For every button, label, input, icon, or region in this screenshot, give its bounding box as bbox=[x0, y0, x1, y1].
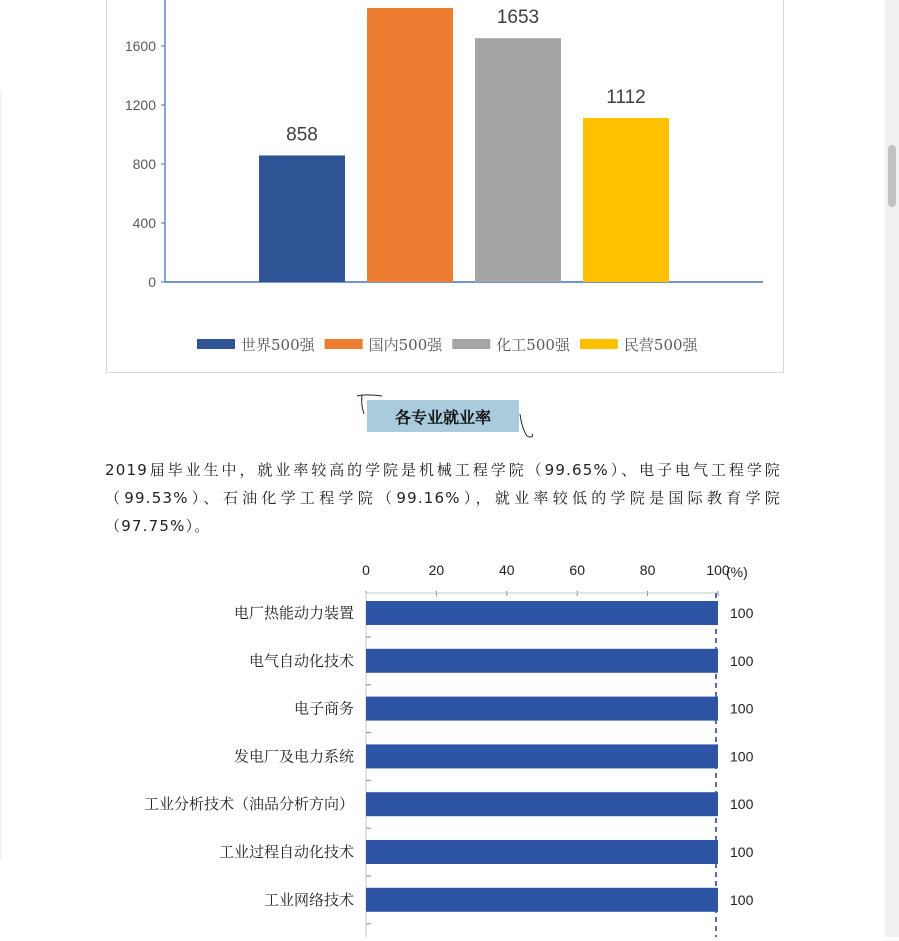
x-unit-label: (%) bbox=[726, 564, 748, 580]
bar-value-label: 100 bbox=[730, 891, 754, 908]
legend-label: 化工500强 bbox=[496, 336, 570, 354]
x-tick-label: 100 bbox=[706, 562, 730, 578]
bar-3 bbox=[475, 38, 561, 282]
bar-value-label: 858 bbox=[286, 124, 318, 146]
y-tick-label: 0 bbox=[148, 274, 156, 290]
x-tick-label: 20 bbox=[428, 562, 445, 578]
x-tick-label: 0 bbox=[362, 562, 370, 578]
bar-6 bbox=[366, 840, 718, 864]
bar-value-label: 100 bbox=[730, 605, 754, 621]
x-tick-label: 80 bbox=[639, 562, 656, 578]
legend-swatch-1 bbox=[197, 339, 235, 349]
category-label: 工业过程自动化技术 bbox=[218, 843, 354, 861]
major-chart-svg bbox=[100, 555, 800, 937]
x-tick-label: 40 bbox=[499, 562, 515, 578]
legend-label: 世界500强 bbox=[241, 336, 315, 354]
category-label: 发电厂及电力系统 bbox=[233, 747, 354, 766]
bar-value-label: 100 bbox=[730, 652, 754, 669]
category-label: 电厂热能动力装置 bbox=[233, 604, 354, 622]
legend-swatch-3 bbox=[452, 339, 490, 349]
bar-value-label: 100 bbox=[730, 796, 754, 813]
employer-bar-chart bbox=[106, 0, 784, 373]
bar-value-label: 100 bbox=[730, 748, 754, 765]
bar-4 bbox=[583, 118, 669, 282]
category-label: 电子商务 bbox=[293, 699, 354, 718]
employer-chart-svg bbox=[107, 0, 783, 372]
y-tick-label: 400 bbox=[132, 215, 156, 231]
legend-label: 民营500强 bbox=[623, 336, 698, 354]
y-tick-label: 800 bbox=[132, 156, 156, 172]
bar-value-label: 1653 bbox=[496, 7, 540, 29]
category-label: 工业网络技术 bbox=[263, 890, 354, 909]
bar-value-label: 1112 bbox=[606, 86, 646, 108]
bar-value-label: 100 bbox=[730, 844, 754, 860]
bar-1 bbox=[259, 155, 345, 282]
legend-swatch-4 bbox=[580, 339, 618, 349]
bar-value-label: 100 bbox=[730, 700, 754, 717]
x-tick-label: 60 bbox=[569, 562, 585, 578]
bar-1 bbox=[366, 601, 718, 625]
bar-4 bbox=[366, 744, 718, 768]
category-label: 工业分析技术（油品分析方向） bbox=[143, 795, 354, 814]
y-tick-label: 1200 bbox=[124, 97, 156, 113]
bar-3 bbox=[366, 697, 718, 721]
vertical-scrollbar[interactable] bbox=[885, 0, 899, 937]
bar-2 bbox=[366, 649, 718, 673]
y-tick-label: 1600 bbox=[124, 38, 156, 54]
legend-label: 国内500强 bbox=[368, 336, 443, 354]
bar-5 bbox=[366, 792, 718, 816]
section-heading bbox=[352, 392, 542, 444]
scrollbar-thumb[interactable] bbox=[888, 145, 896, 207]
category-label: 电气自动化技术 bbox=[248, 651, 354, 670]
bar-7 bbox=[366, 888, 718, 912]
legend-swatch-2 bbox=[325, 339, 363, 349]
bar-2 bbox=[367, 8, 453, 282]
section-heading-title: 各专业就业率 bbox=[367, 400, 519, 432]
major-employment-chart bbox=[100, 555, 800, 937]
employment-paragraph: 2019届毕业生中，就业率较高的学院是机械工程学院（99.65%）、电子电气工程学院（99.53%）、石油化学工程学院（99.16%），就业率较低的学院是国际教育学院（97.75%）。 bbox=[105, 461, 781, 535]
page-edge bbox=[0, 90, 2, 860]
